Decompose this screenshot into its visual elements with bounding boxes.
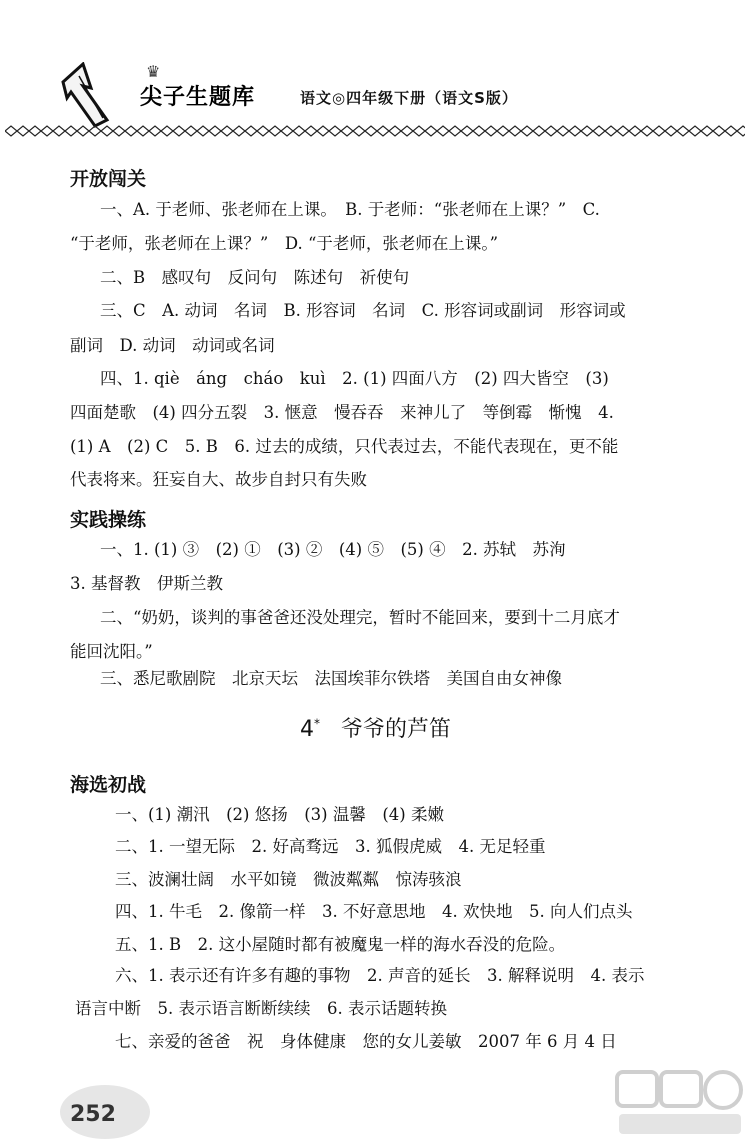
- answer-line: 一、A. 于老师、张老师在上课。 B. 于老师：“张老师在上课？” C.: [100, 200, 600, 219]
- section-title-haixuan: 海选初战: [70, 774, 147, 796]
- answer-line: 代表将来。狂妄自大、故步自封只有失败: [70, 470, 367, 489]
- lesson-name: 爷爷的芦笛: [341, 717, 452, 742]
- page-number: 252: [70, 1102, 116, 1127]
- answer-line: 四面楚歌 (4) 四分五裂 3. 惬意 慢吞吞 来神儿了 等倒霉 惭愧 4.: [70, 403, 614, 422]
- subject-label: 语文◎四年级下册（语文S版）: [300, 89, 518, 107]
- page-header: [0, 0, 750, 140]
- answer-line: 副词 D. 动词 动词或名词: [70, 336, 275, 355]
- answer-line: 二、B 感叹句 反问句 陈述句 祈使句: [100, 268, 410, 287]
- watermark-logo-icon: [615, 1068, 745, 1138]
- lesson-mark: *: [314, 716, 320, 731]
- answer-line: 三、C A. 动词 名词 B. 形容词 名词 C. 形容词或副词 形容词或: [100, 301, 626, 320]
- answer-line: (1) A (2) C 5. B 6. 过去的成绩，只代表过去，不能代表现在，更不能: [70, 437, 619, 456]
- section-title-kaifang: 开放闯关: [70, 168, 147, 190]
- answer-line: 二、“奶奶，谈判的事爸爸还没处理完，暂时不能回来，要到十二月底才: [100, 608, 620, 627]
- crown-icon: ♛: [146, 62, 161, 81]
- answer-line: 五、1. B 2. 这小屋随时都有被魔鬼一样的海水吞没的危险。: [115, 935, 566, 954]
- answer-line: 七、亲爱的爸爸 祝 身体健康 您的女儿姜敏 2007 年 6 月 4 日: [115, 1032, 617, 1051]
- answer-line: 语言中断 5. 表示语言断断续续 6. 表示话题转换: [75, 999, 447, 1018]
- answer-line: 三、悉尼歌剧院 北京天坛 法国埃菲尔铁塔 美国自由女神像: [100, 669, 562, 688]
- lesson-title: [300, 712, 451, 743]
- answer-line: 三、波澜壮阔 水平如镜 微波粼粼 惊涛骇浪: [115, 870, 462, 889]
- arrow-logo-icon: [55, 62, 135, 128]
- brand-title: 尖子生题库: [140, 85, 256, 110]
- answer-line: 四、1. 牛毛 2. 像箭一样 3. 不好意思地 4. 欢快地 5. 向人们点头: [115, 902, 633, 921]
- lesson-number: 4: [300, 717, 314, 742]
- answer-line: 能回沈阳。”: [70, 642, 153, 661]
- answer-line: 六、1. 表示还有许多有趣的事物 2. 声音的延长 3. 解释说明 4. 表示: [115, 966, 645, 985]
- answer-line: 四、1. qiè áng cháo kuì 2. (1) 四面八方 (2) 四大皆空 (3): [100, 369, 609, 388]
- header-decorative-border: [5, 125, 745, 137]
- answer-line: 二、1. 一望无际 2. 好高骛远 3. 狐假虎威 4. 无足轻重: [115, 837, 546, 856]
- answer-line: 一、1. (1) ③ (2) ① (3) ② (4) ⑤ (5) ④ 2. 苏轼 苏洵: [100, 540, 566, 559]
- answer-line: “于老师，张老师在上课？” D. “于老师，张老师在上课。”: [70, 234, 499, 253]
- answer-line: 3. 基督教 伊斯兰教: [70, 574, 223, 593]
- answer-line: 一、(1) 潮汛 (2) 悠扬 (3) 温馨 (4) 柔嫩: [115, 805, 444, 824]
- section-title-shijian: 实践操练: [70, 509, 147, 531]
